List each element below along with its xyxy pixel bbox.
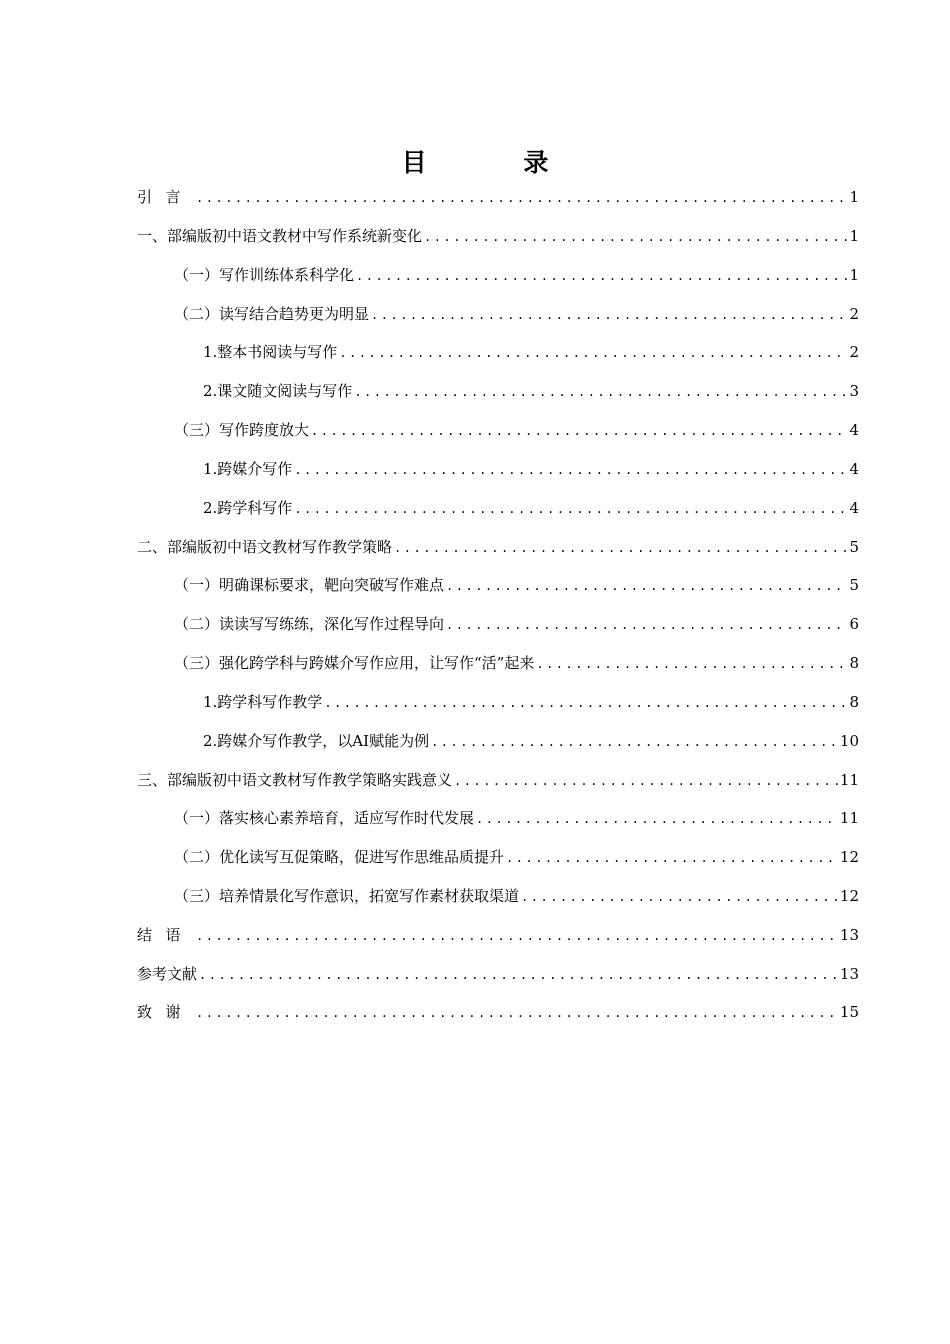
toc-entry-text: 2.跨学科写作: [203, 499, 293, 517]
toc-page-number: 6: [849, 615, 859, 633]
toc-dot-leader: [446, 614, 847, 636]
toc-dot-leader: [311, 420, 847, 442]
toc-entry-section-2-1[interactable]: [174, 574, 859, 596]
toc-dot-leader: [394, 537, 847, 559]
toc-entry-subsection-1-3-1[interactable]: [203, 458, 859, 480]
toc-page-number: 4: [849, 421, 859, 439]
toc-entry-text: （二）读写结合趋势更为明显: [174, 305, 370, 323]
toc-dot-leader: [196, 1002, 838, 1024]
toc-dot-leader: [424, 226, 847, 248]
toc-page-number: 2: [849, 343, 859, 361]
toc-entry-text: （二）读读写写练练，深化写作过程导向: [174, 615, 445, 633]
toc-dot-leader: [476, 808, 838, 830]
toc-dot-leader: [196, 187, 847, 209]
toc-page-number: 4: [849, 499, 859, 517]
toc-entry-text: （一）写作训练体系科学化: [174, 266, 355, 284]
toc-page-number: 13: [839, 926, 859, 944]
toc-entry-introduction[interactable]: [137, 186, 859, 208]
toc-page-number: 4: [849, 460, 859, 478]
toc-entry-text: （二）优化读写互促策略，促进写作思维品质提升: [174, 848, 505, 866]
toc-page-number: 8: [849, 654, 859, 672]
toc-entry-text: 二、部编版初中语文教材写作教学策略: [137, 538, 393, 556]
toc-entry-text: 三、部编版初中语文教材写作教学策略实践意义: [137, 771, 453, 789]
toc-dot-leader: [294, 459, 847, 481]
toc-entry-text: 一、部编版初中语文教材中写作系统新变化: [137, 227, 423, 245]
toc-entry-section-1-1[interactable]: [174, 264, 859, 286]
toc-entry-text: 结语: [137, 926, 195, 944]
toc-entry-text: 2.跨媒介写作教学，以AI赋能为例: [203, 732, 430, 750]
toc-page-number: 1: [849, 227, 859, 245]
toc-entry-text: 1.跨媒介写作: [203, 460, 293, 478]
toc-dot-leader: [521, 886, 838, 908]
toc-entry-subsection-2-3-1[interactable]: [203, 691, 859, 713]
toc-entry-section-1-2[interactable]: [174, 303, 859, 325]
toc-dot-leader: [324, 692, 847, 714]
toc-page-number: 5: [849, 576, 859, 594]
toc-dot-leader: [294, 498, 847, 520]
toc-entry-text: 引言: [137, 188, 195, 206]
toc-dot-leader: [356, 265, 847, 287]
toc-entry-subsection-1-2-2[interactable]: [203, 380, 859, 402]
toc-entry-text: 1.整本书阅读与写作: [203, 343, 338, 361]
toc-page-number: 2: [849, 305, 859, 323]
toc-entry-section-3-2[interactable]: [174, 846, 859, 868]
toc-entry-text: （一）明确课标要求，靶向突破写作难点: [174, 576, 445, 594]
toc-entry-subsection-1-3-2[interactable]: [203, 497, 859, 519]
toc-dot-leader: [431, 731, 838, 753]
toc-entry-conclusion[interactable]: [137, 924, 859, 946]
toc-entry-section-2-3[interactable]: [174, 652, 859, 674]
toc-entry-text: （三）培养情景化写作意识，拓宽写作素材获取渠道: [174, 887, 520, 905]
toc-page-number: 1: [849, 188, 859, 206]
toc-page-number: 5: [849, 538, 859, 556]
toc-entry-text: 致谢: [137, 1003, 195, 1021]
toc-entry-chapter-2[interactable]: [137, 536, 859, 558]
toc-title: 目 录: [401, 148, 593, 177]
toc-dot-leader: [506, 847, 838, 869]
toc-page-number: 12: [839, 848, 859, 866]
toc-entry-text: （一）落实核心素养培育，适应写作时代发展: [174, 809, 475, 827]
toc-entry-section-2-2[interactable]: [174, 613, 859, 635]
toc-entry-acknowledgements[interactable]: [137, 1001, 859, 1023]
toc-page-number: 15: [839, 1003, 859, 1021]
toc-dot-leader: [196, 925, 838, 947]
toc-entry-chapter-3[interactable]: [137, 769, 859, 791]
toc-entry-subsection-2-3-2[interactable]: [203, 730, 859, 752]
toc-page-number: 1: [849, 266, 859, 284]
toc-entry-references[interactable]: [137, 963, 859, 985]
toc-dot-leader: [354, 381, 847, 403]
toc-entry-text: 2.课文随文阅读与写作: [203, 382, 353, 400]
toc-page-number: 10: [839, 732, 859, 750]
toc-page-number: 11: [839, 771, 859, 789]
toc-entry-text: 参考文献: [137, 965, 198, 983]
toc-dot-leader: [199, 964, 838, 986]
toc-entry-section-3-1[interactable]: [174, 807, 859, 829]
toc-page-number: 11: [839, 809, 859, 827]
toc-entry-section-3-3[interactable]: [174, 885, 859, 907]
toc-entry-section-1-3[interactable]: [174, 419, 859, 441]
toc-dot-leader: [446, 575, 847, 597]
toc-entry-subsection-1-2-1[interactable]: [203, 341, 859, 363]
toc-dot-leader: [536, 653, 847, 675]
toc-page-number: 12: [839, 887, 859, 905]
toc-page-number: 3: [849, 382, 859, 400]
toc-dot-leader: [454, 770, 838, 792]
toc-entry-text: （三）强化跨学科与跨媒介写作应用，让写作“活”起来: [174, 654, 535, 672]
toc-page-number: 8: [849, 693, 859, 711]
toc-entry-chapter-1[interactable]: [137, 225, 859, 247]
toc-page-number: 13: [839, 965, 859, 983]
toc-dot-leader: [339, 342, 847, 364]
toc-entry-text: （三）写作跨度放大: [174, 421, 310, 439]
toc-dot-leader: [371, 304, 847, 326]
toc-entry-text: 1.跨学科写作教学: [203, 693, 323, 711]
